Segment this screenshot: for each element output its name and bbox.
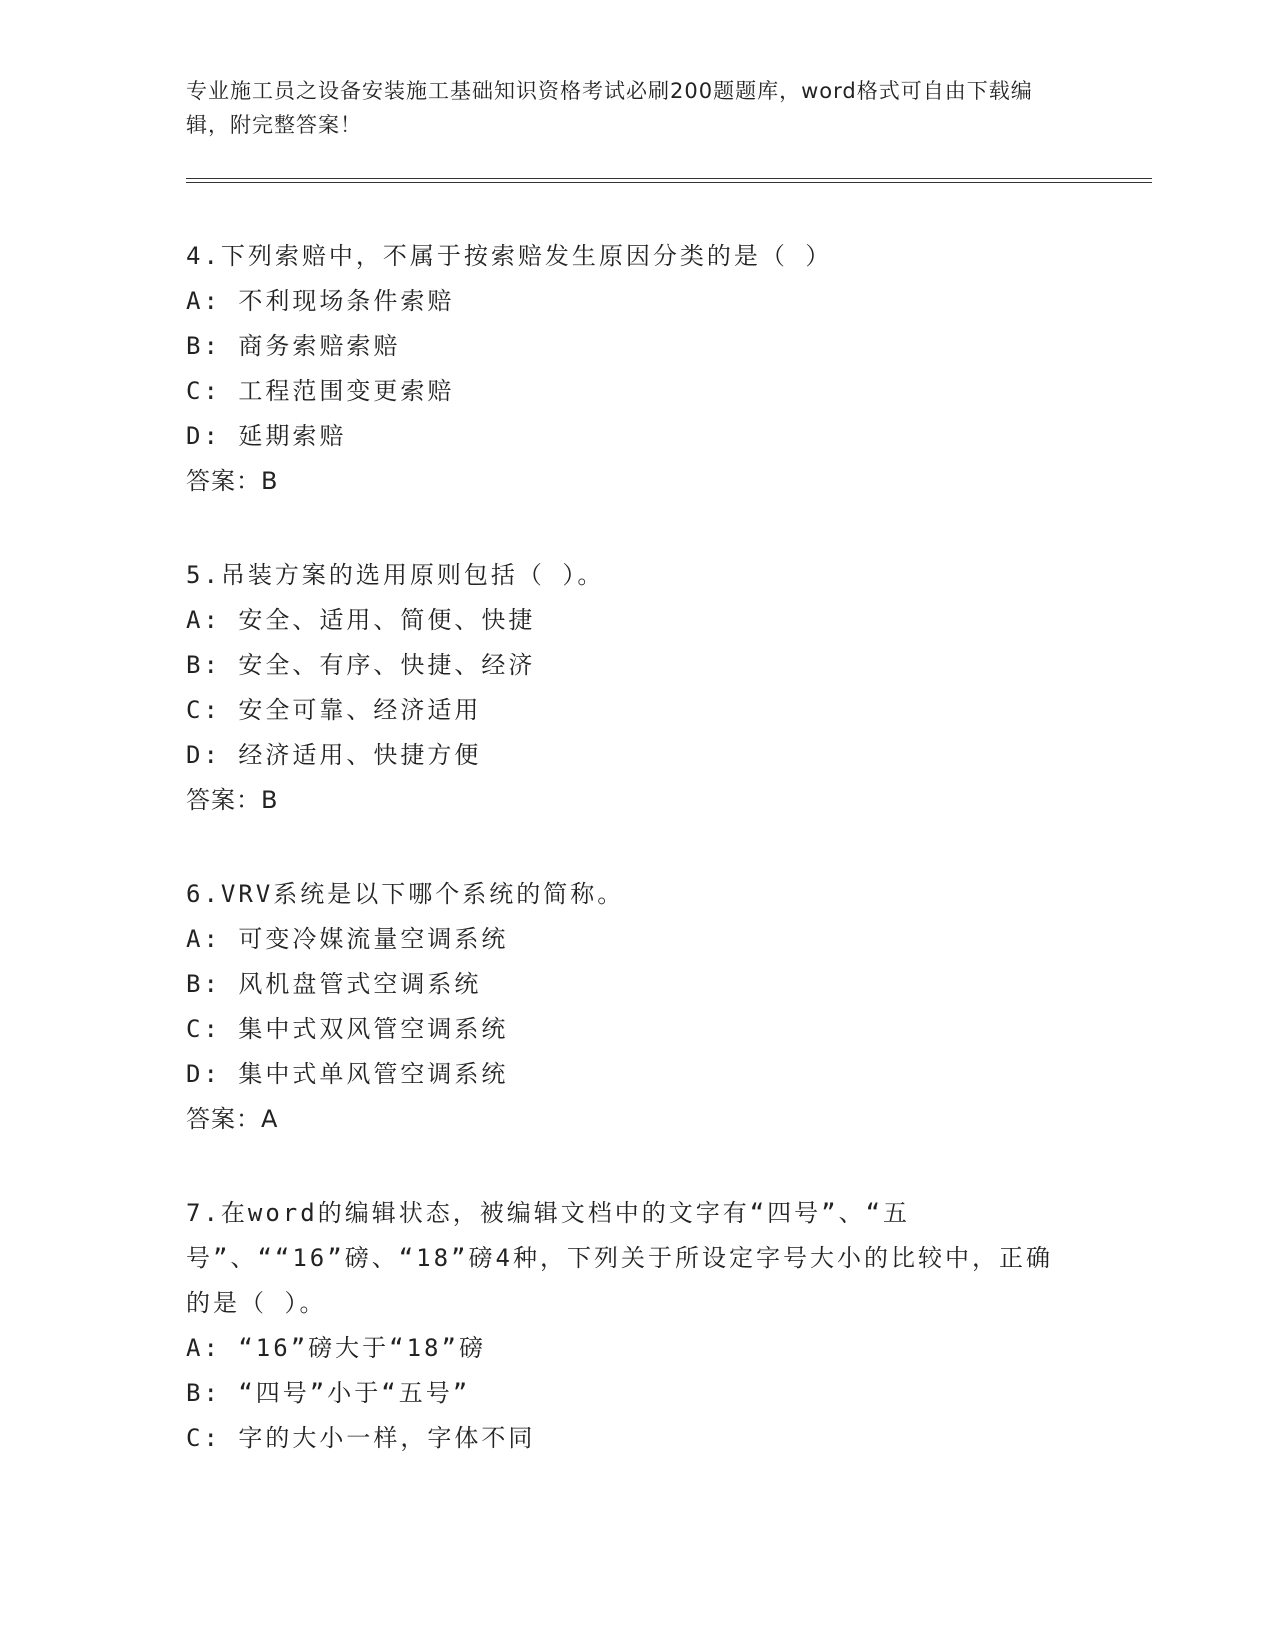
option-c: C: 工程范围变更索赔 xyxy=(186,377,455,405)
option-b: B: 风机盘管式空调系统 xyxy=(186,970,482,998)
option-c: C: 字的大小一样，字体不同 xyxy=(186,1424,536,1452)
document-header: 专业施工员之设备安装施工基础知识资格考试必刷200题题库，word格式可自由下载编辑，附完整答案！ xyxy=(186,79,1033,137)
option-b: B: 商务索赔索赔 xyxy=(186,332,401,360)
option-b: B: 安全、有序、快捷、经济 xyxy=(186,651,536,679)
question-5 xyxy=(186,553,1066,823)
question-6 xyxy=(186,872,1066,1142)
option-d: D: 延期索赔 xyxy=(186,422,347,450)
question-stem: 5.吊装方案的选用原则包括（ ）。 xyxy=(186,561,605,589)
option-a: A: “16”磅大于“18”磅 xyxy=(186,1334,486,1362)
option-a: A: 安全、适用、简便、快捷 xyxy=(186,606,536,634)
question-7 xyxy=(186,1191,1066,1461)
question-stem: 7.在word的编辑状态，被编辑文档中的文字有“四号”、“五号”、““16”磅、“18”磅4种，下列关于所设定字号大小的比较中，正确的是（ ）。 xyxy=(186,1199,1053,1317)
answer-line: 答案：A xyxy=(186,1105,279,1133)
option-c: C: 集中式双风管空调系统 xyxy=(186,1015,509,1043)
option-c: C: 安全可靠、经济适用 xyxy=(186,696,482,724)
option-a: A: 可变冷媒流量空调系统 xyxy=(186,925,509,953)
header-divider-bottom xyxy=(186,182,1152,183)
option-a: A: 不利现场条件索赔 xyxy=(186,287,455,315)
question-stem: 4.下列索赔中，不属于按索赔发生原因分类的是（ ） xyxy=(186,242,833,270)
question-4 xyxy=(186,234,1066,504)
option-b: B: “四号”小于“五号” xyxy=(186,1379,471,1407)
header-divider-top xyxy=(186,178,1152,179)
option-d: D: 集中式单风管空调系统 xyxy=(186,1060,509,1088)
answer-line: 答案：B xyxy=(186,786,279,814)
option-d: D: 经济适用、快捷方便 xyxy=(186,741,482,769)
question-stem: 6.VRV系统是以下哪个系统的简称。 xyxy=(186,880,625,908)
answer-line: 答案：B xyxy=(186,467,279,495)
